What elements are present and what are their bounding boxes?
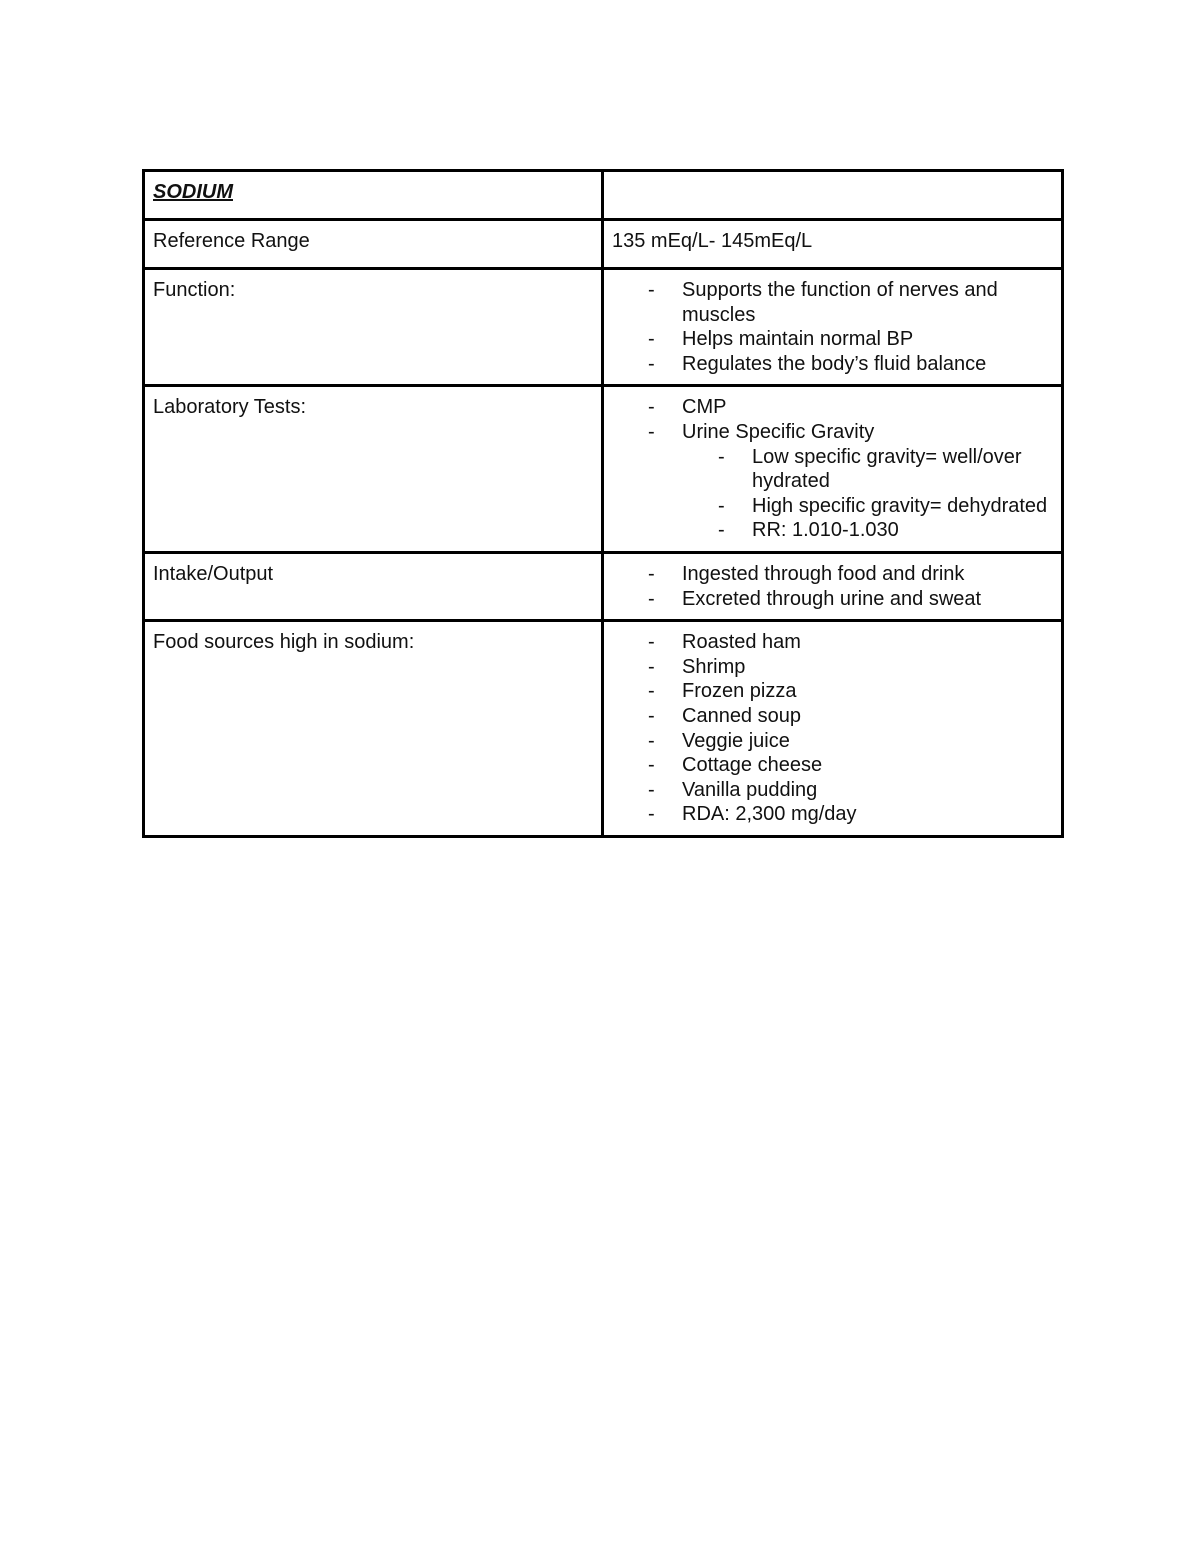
food-sources-label: Food sources high in sodium: xyxy=(144,621,603,837)
list-item: - Veggie juice xyxy=(648,729,1053,754)
function-cell xyxy=(603,269,1063,386)
list-item: - Regulates the body’s fluid balance xyxy=(648,352,1053,377)
list-item: - CMP xyxy=(648,395,1053,420)
table-row-laboratory-tests xyxy=(144,386,1063,553)
table-row-reference-range xyxy=(144,220,1063,269)
table-row-food-sources xyxy=(144,621,1063,837)
laboratory-tests-label: Laboratory Tests: xyxy=(144,386,603,553)
food-sources-cell xyxy=(603,621,1063,837)
reference-range-value: 135 mEq/L- 145mEq/L xyxy=(603,220,1063,269)
function-list xyxy=(612,278,1053,376)
list-item-with-sublist xyxy=(648,420,1053,543)
reference-range-label: Reference Range xyxy=(144,220,603,269)
intake-output-list xyxy=(612,562,1053,611)
list-item: - RDA: 2,300 mg/day xyxy=(648,802,1053,827)
table-title-cell xyxy=(144,171,603,220)
list-item-text: Urine Specific Gravity xyxy=(682,420,875,443)
table-title: SODIUM xyxy=(153,181,233,203)
sub-list-item: - Low specific gravity= well/over hydrated xyxy=(718,445,1053,494)
list-item: - Vanilla pudding xyxy=(648,778,1053,803)
sub-list-item: - RR: 1.010-1.030 xyxy=(718,518,1053,543)
list-item: - Canned soup xyxy=(648,704,1053,729)
list-item: - Cottage cheese xyxy=(648,753,1053,778)
laboratory-tests-cell xyxy=(603,386,1063,553)
table-row-intake-output xyxy=(144,552,1063,620)
list-item: - Helps maintain normal BP xyxy=(648,327,1053,352)
list-item: - Shrimp xyxy=(648,655,1053,680)
table-row-function xyxy=(144,269,1063,386)
intake-output-cell xyxy=(603,552,1063,620)
sub-list-item: - High specific gravity= dehydrated xyxy=(718,494,1053,519)
urine-specific-gravity-sublist xyxy=(682,445,1053,543)
list-item: - Frozen pizza xyxy=(648,679,1053,704)
list-item: - Excreted through urine and sweat xyxy=(648,587,1053,612)
intake-output-label: Intake/Output xyxy=(144,552,603,620)
function-label: Function: xyxy=(144,269,603,386)
list-item: - Roasted ham xyxy=(648,630,1053,655)
table-row-title xyxy=(144,171,1063,220)
list-item: - Supports the function of nerves and muscles xyxy=(648,278,1053,327)
table-title-empty-cell xyxy=(603,171,1063,220)
list-item: - Ingested through food and drink xyxy=(648,562,1053,587)
laboratory-tests-list xyxy=(612,395,1053,543)
sodium-table xyxy=(142,169,1064,838)
food-sources-list xyxy=(612,630,1053,827)
